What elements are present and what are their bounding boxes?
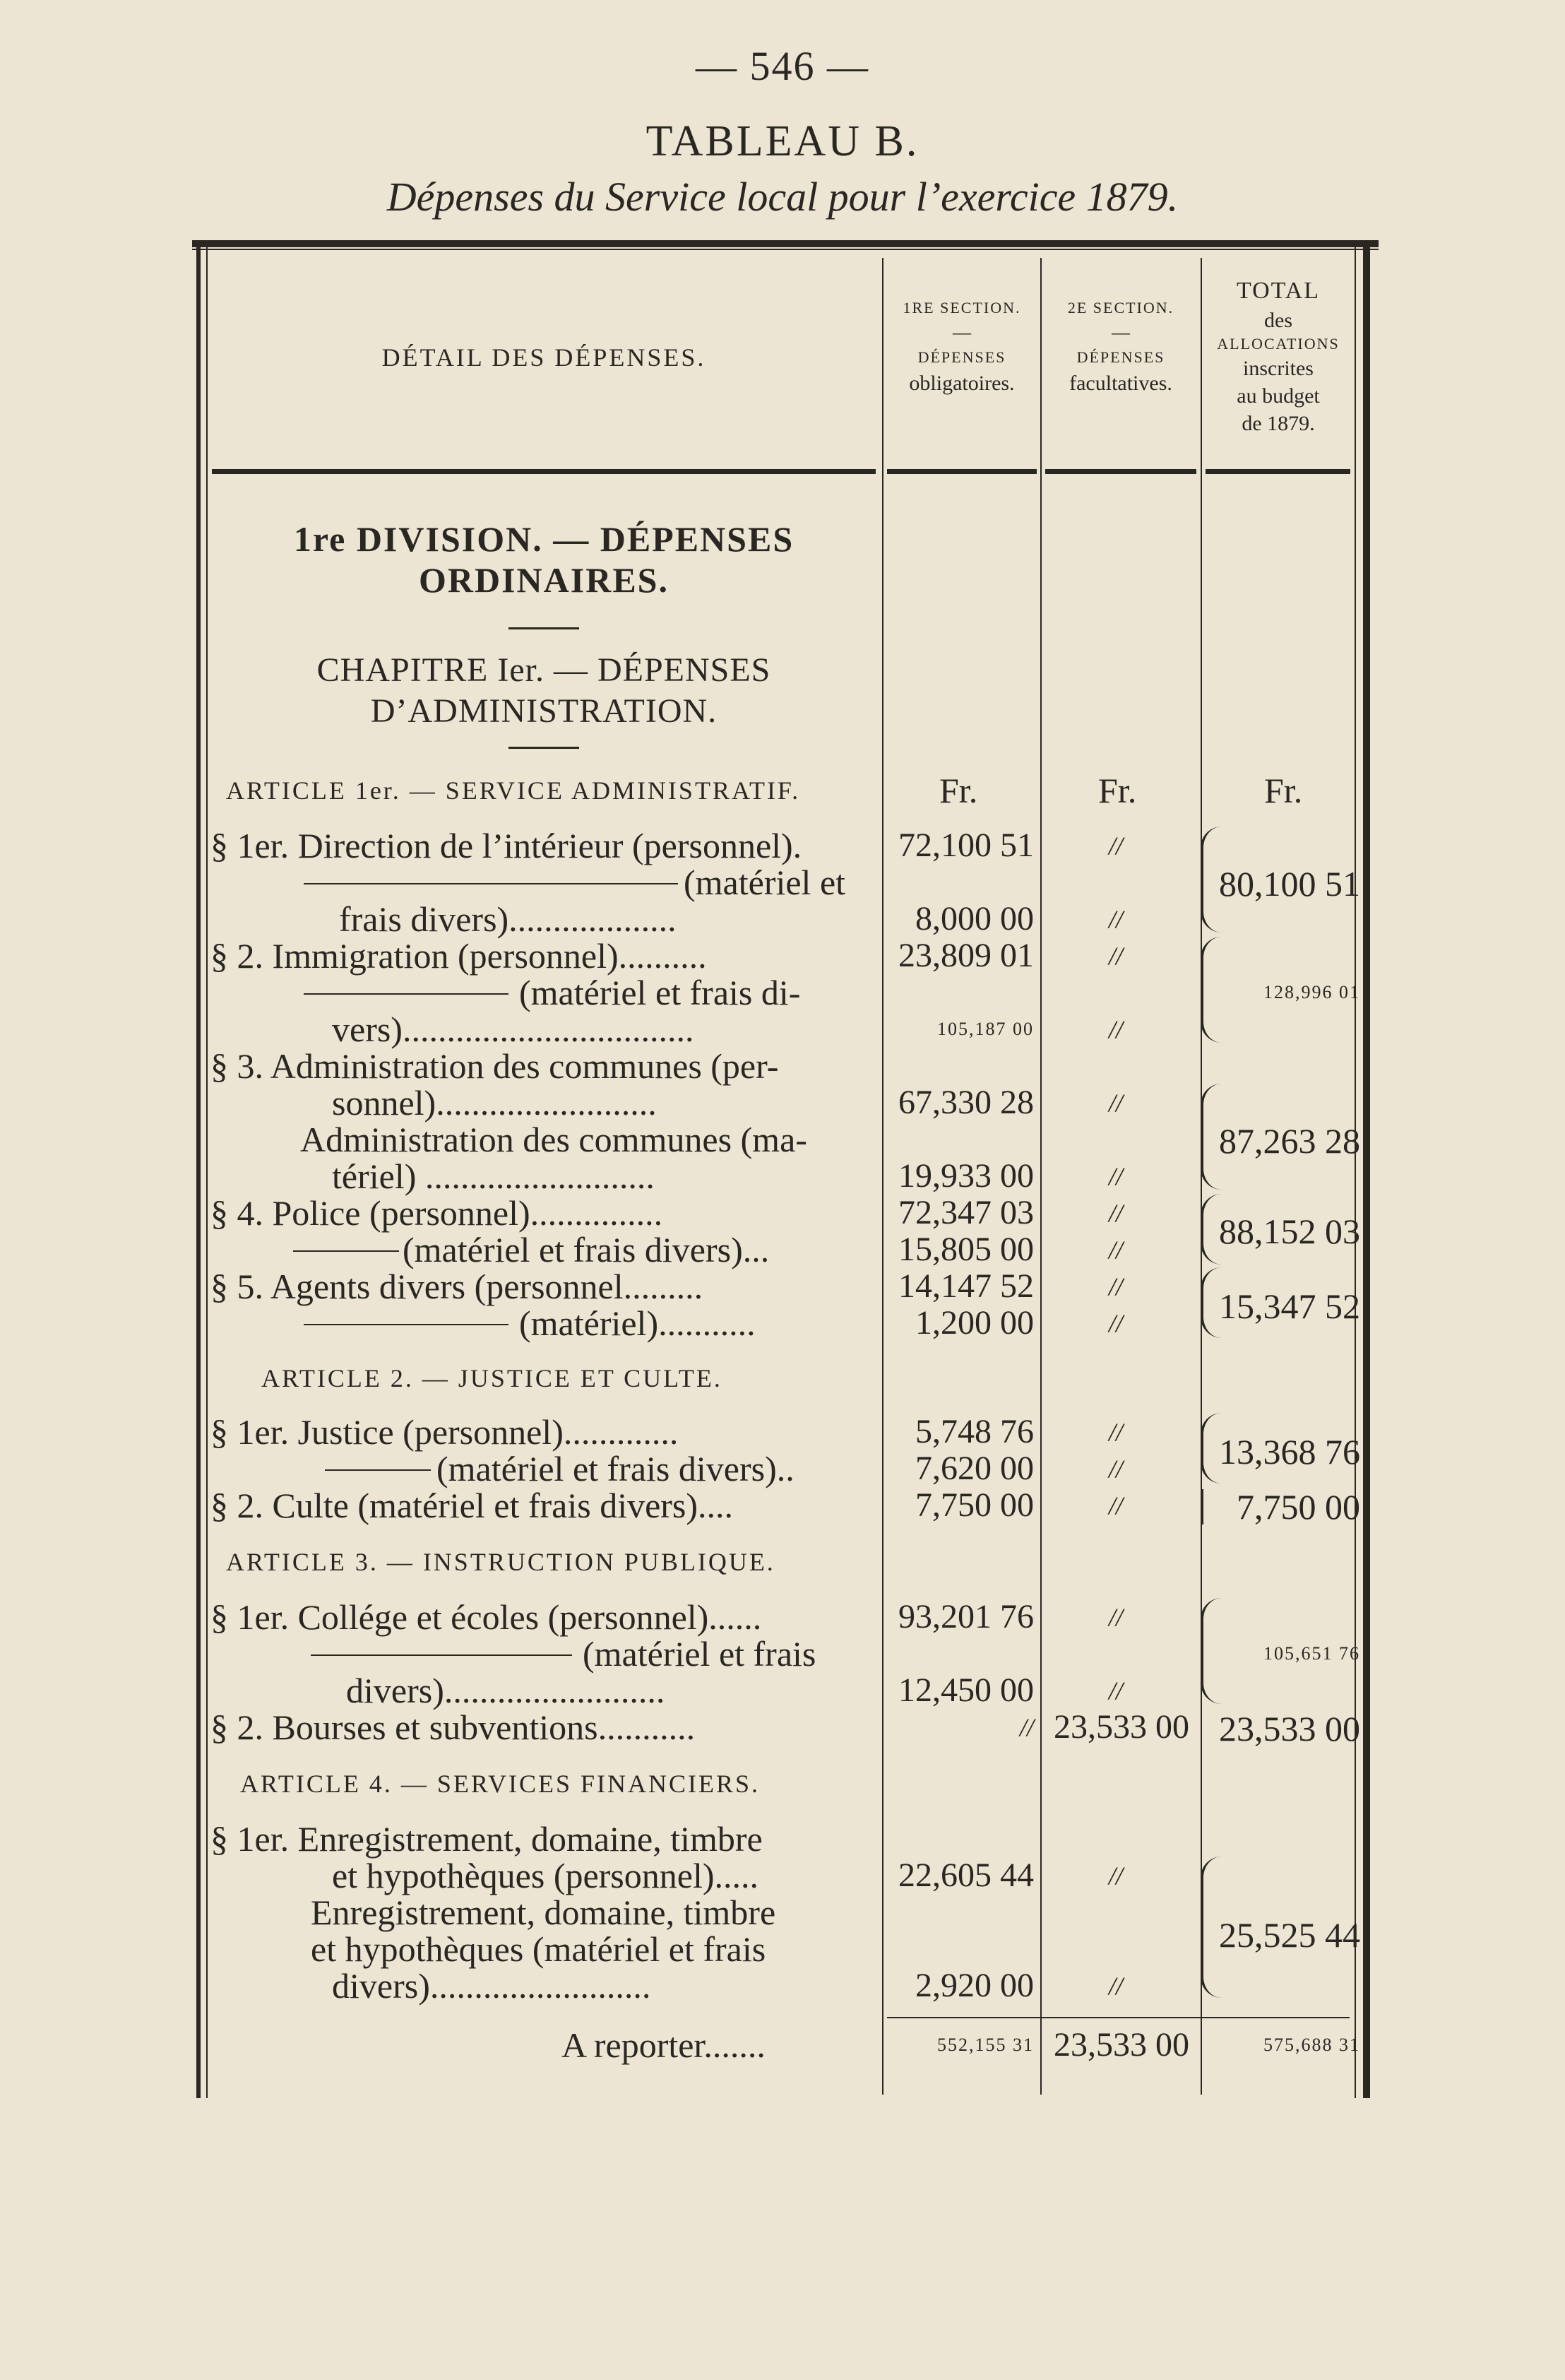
left-border-thin <box>206 247 208 2098</box>
nil-r1: // <box>1108 831 1123 860</box>
val-justice-personnel: 5,748 76 <box>915 1413 1034 1450</box>
left-border <box>196 247 201 2098</box>
row-college-materiel: (matériel et frais <box>583 1634 816 1674</box>
header-rule-c <box>1045 469 1196 474</box>
row-enregistrement-2: Enregistrement, domaine, timbre <box>311 1893 776 1932</box>
chapter-heading <box>212 650 876 731</box>
row-college-personnel: § 1er. Collége et écoles (personnel)...... <box>210 1597 762 1637</box>
row-agents-personnel: § 5. Agents divers (personnel......... <box>210 1267 703 1306</box>
row-direction-materiel: (matériel et <box>684 863 846 902</box>
val-police-materiel: 15,805 00 <box>898 1231 1034 1268</box>
nil-r18: // <box>1108 1603 1123 1631</box>
row-agents-materiel: (matériel)........... <box>519 1303 756 1343</box>
brace-2 <box>1201 937 1225 1043</box>
division-rule <box>508 627 579 629</box>
nil-r10: // <box>1108 1162 1123 1190</box>
val-enregistrement-materiel: 2,920 00 <box>915 1967 1034 2004</box>
article-1-heading: ARTICLE 1er. — SERVICE ADMINISTRATIF. <box>226 776 801 805</box>
val-college-materiel: 12,450 00 <box>898 1671 1034 1709</box>
col3-inscrites: inscrites <box>1243 356 1314 380</box>
total-police: 88,152 03 <box>1219 1212 1360 1251</box>
header-rule-b <box>887 469 1037 474</box>
val-agents-personnel: 14,147 52 <box>898 1267 1034 1305</box>
row-enregistrement-1: § 1er. Enregistrement, domaine, timbre <box>210 1819 763 1859</box>
val-enregistrement-personnel: 22,605 44 <box>898 1857 1034 1894</box>
total-justice: 13,368 76 <box>1219 1432 1360 1472</box>
val-bourses: 23,533 00 <box>1054 1708 1189 1746</box>
col2-dash: — <box>1112 321 1130 343</box>
col1-type: obligatoires. <box>909 372 1015 396</box>
val-communes-materiel: 19,933 00 <box>898 1157 1034 1195</box>
row-direction-frais: frais divers)................... <box>339 899 677 939</box>
ditto-rule-r12 <box>293 1250 399 1252</box>
nil-r13: // <box>1108 1272 1123 1301</box>
header-detail: DÉTAIL DES DÉPENSES. <box>381 343 706 372</box>
header-rule-a <box>212 469 876 474</box>
row-enregistrement-divers: divers)......................... <box>332 1966 651 2006</box>
nil-r26: // <box>1108 1972 1123 2000</box>
total-enregistrement: 25,525 44 <box>1219 1915 1360 1955</box>
ditto-rule-r2 <box>304 883 678 884</box>
chapter-line2: D’ADMINISTRATION. <box>370 692 718 730</box>
chapter-rule <box>508 747 579 749</box>
row-police-personnel: § 4. Police (personnel)............... <box>210 1193 663 1233</box>
total-immigration: 128,996 01 <box>1263 982 1360 1002</box>
col1-section: 1RE SECTION. <box>903 299 1021 316</box>
col3-allocations: ALLOCATIONS <box>1217 335 1340 353</box>
total-communes: 87,263 28 <box>1219 1121 1360 1161</box>
nil-r15: // <box>1108 1418 1123 1446</box>
row-direction-personnel: § 1er. Direction de l’intérieur (personnel). <box>210 826 802 865</box>
right-border <box>1363 247 1370 2098</box>
ditto-rule-r16 <box>325 1469 431 1471</box>
val-direction-personnel: 72,100 51 <box>898 827 1034 864</box>
article-2-heading: ARTICLE 2. — JUSTICE ET CULTE. <box>261 1364 722 1392</box>
footer-col2: 23,533 00 <box>1054 2026 1189 2064</box>
col1-dash: — <box>953 321 971 343</box>
col-rule-2 <box>1040 258 1042 2095</box>
division-line1: 1re DIVISION. — DÉPENSES <box>293 519 795 559</box>
footer-label: A reporter....... <box>561 2025 766 2065</box>
col3-total: TOTAL <box>1236 278 1321 304</box>
right-border-thin <box>1355 247 1356 2098</box>
col3-des: des <box>1264 309 1292 333</box>
col2-section: 2E SECTION. <box>1067 299 1174 316</box>
row-communes-materiel: tériel) .......................... <box>332 1156 655 1196</box>
nil-r20: // <box>1108 1676 1123 1705</box>
division-line2: ORDINAIRES. <box>418 560 669 600</box>
row-college-divers: divers)......................... <box>346 1671 665 1710</box>
row-immigration-vers: vers)................................. <box>332 1010 694 1049</box>
article-3-heading: ARTICLE 3. — INSTRUCTION PUBLIQUE. <box>226 1548 775 1576</box>
top-rule <box>192 240 1379 247</box>
val-culte: 7,750 00 <box>915 1486 1034 1524</box>
ditto-rule-r14 <box>304 1324 508 1325</box>
nil-r6: // <box>1108 1015 1123 1043</box>
col3-year: de 1879. <box>1242 411 1315 435</box>
val-police-personnel: 72,347 03 <box>898 1194 1034 1231</box>
total-culte: 7,750 00 <box>1237 1487 1360 1527</box>
ditto-rule-r5 <box>304 993 508 995</box>
header-col1 <box>884 297 1040 399</box>
chapter-line1: CHAPITRE Ier. — DÉPENSES <box>316 651 771 689</box>
nil-r11: // <box>1108 1199 1123 1227</box>
val-college-personnel: 93,201 76 <box>898 1598 1034 1635</box>
nil-r23: // <box>1108 1861 1123 1890</box>
page-subtitle: Dépenses du Service local pour l’exercice 1879. <box>386 174 1179 220</box>
nil-r17: // <box>1108 1491 1123 1520</box>
total-agents: 15,347 52 <box>1219 1286 1360 1326</box>
footer-col3: 575,688 31 <box>1263 2035 1360 2055</box>
nil-r3: // <box>1108 905 1123 933</box>
brace-7 <box>1201 1598 1225 1704</box>
row-justice-materiel: (matériel et frais divers).. <box>436 1449 795 1488</box>
val-direction-frais: 8,000 00 <box>915 900 1034 937</box>
division-heading <box>212 519 876 600</box>
ditto-rule-r19 <box>311 1654 572 1656</box>
row-justice-personnel: § 1er. Justice (personnel)............. <box>210 1412 679 1452</box>
val-justice-materiel: 7,620 00 <box>915 1450 1034 1487</box>
row-immigration-personnel: § 2. Immigration (personnel).......... <box>210 936 707 976</box>
footer-rule <box>887 2017 1350 2018</box>
page-title: TABLEAU B. <box>645 117 920 165</box>
row-enregistrement-personnel: et hypothèques (personnel)..... <box>332 1856 759 1895</box>
row-communes-personnel: sonnel)......................... <box>332 1083 657 1123</box>
val-immigration-personnel: 23,809 01 <box>898 937 1034 974</box>
top-rule-thin <box>192 249 1379 250</box>
nil-r14: // <box>1108 1309 1123 1337</box>
val-communes-personnel: 67,330 28 <box>898 1084 1034 1121</box>
nil-r21: // <box>1019 1713 1034 1741</box>
row-communes-ma: Administration des communes (ma- <box>300 1120 807 1159</box>
row-immigration-materiel: (matériel et frais di- <box>519 973 801 1012</box>
col2-type: facultatives. <box>1069 372 1172 396</box>
col2-depenses: DÉPENSES <box>1076 348 1165 366</box>
val-immigration-materiel: 105,187 00 <box>937 1019 1034 1039</box>
article-4-heading: ARTICLE 4. — SERVICES FINANCIERS. <box>240 1770 760 1798</box>
row-police-materiel: (matériel et frais divers)... <box>403 1230 770 1269</box>
currency-col1: Fr. <box>939 771 978 810</box>
total-bourses: 23,533 00 <box>1219 1709 1360 1748</box>
nil-r16: // <box>1108 1455 1123 1483</box>
val-agents-materiel: 1,200 00 <box>915 1304 1034 1342</box>
row-culte: § 2. Culte (matériel et frais divers).... <box>210 1486 734 1525</box>
col1-depenses: DÉPENSES <box>917 348 1006 366</box>
header-rule-d <box>1206 469 1350 474</box>
nil-r8: // <box>1108 1089 1123 1117</box>
header-col2 <box>1042 297 1199 399</box>
currency-col3: Fr. <box>1264 771 1303 810</box>
row-communes-per: § 3. Administration des communes (per- <box>210 1046 779 1086</box>
row-bourses: § 2. Bourses et subventions........... <box>210 1707 696 1747</box>
total-college: 105,651 76 <box>1263 1643 1360 1664</box>
currency-col2: Fr. <box>1098 771 1137 810</box>
bar-culte <box>1201 1489 1203 1524</box>
row-enregistrement-materiel: et hypothèques (matériel et frais <box>311 1929 766 1969</box>
nil-r12: // <box>1108 1236 1123 1264</box>
page-number: — 546 — <box>696 43 869 89</box>
nil-r4: // <box>1108 942 1123 970</box>
total-direction: 80,100 51 <box>1219 864 1360 904</box>
col3-budget: au budget <box>1237 384 1320 408</box>
header-col3 <box>1203 276 1353 437</box>
footer-col1: 552,155 31 <box>937 2035 1034 2055</box>
